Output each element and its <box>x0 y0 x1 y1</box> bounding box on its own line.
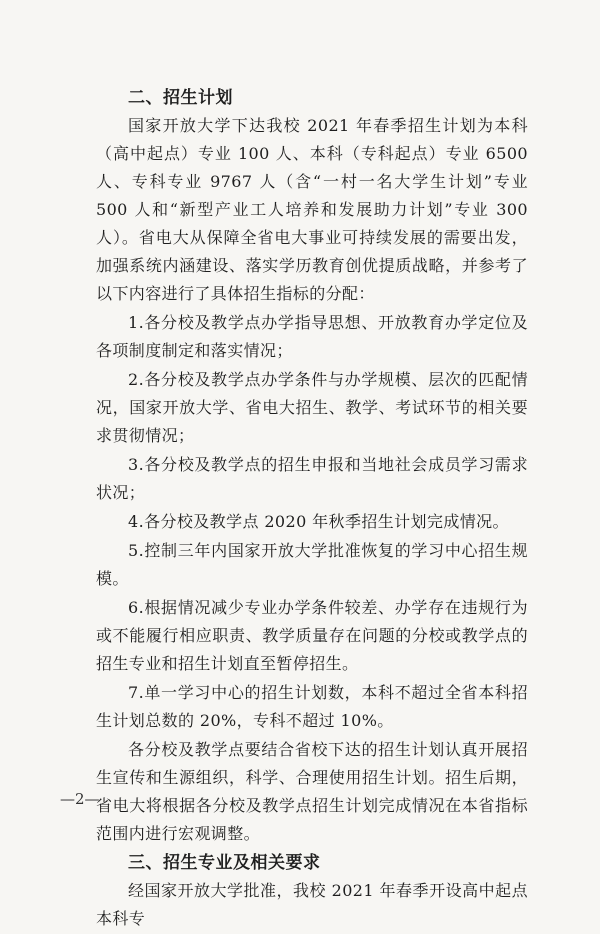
criterion-5: 5.控制三年内国家开放大学批准恢复的学习中心招生规模。 <box>96 541 528 588</box>
section-two-heading <box>96 84 528 112</box>
page-number: —2— <box>60 790 100 808</box>
criterion-4: 4.各分校及教学点 2020 年秋季招生计划完成情况。 <box>128 512 509 531</box>
document-body <box>96 84 528 934</box>
criterion-7: 7.单一学习中心的招生计划数，本科不超过全省本科招生计划总数的 20%，专科不超过 10%。 <box>96 683 528 730</box>
criterion-6: 6.根据情况减少专业办学条件较差、办学存在违规行为或不能履行相应职责、教学质量存在问题的分校或教学点的招生专业和招生计划直至暂停招生。 <box>96 598 528 673</box>
section-three-heading-text: 三、招生专业及相关要求 <box>128 853 321 873</box>
criterion-3: 3.各分校及教学点的招生申报和当地社会成员学习需求状况； <box>96 455 528 502</box>
section-two-heading-text: 二、招生计划 <box>128 88 233 108</box>
section-three-intro: 经国家开放大学批准，我校 2021 年春季开设高中起点本科专 <box>96 881 528 928</box>
criterion-2: 2.各分校及教学点办学条件与办学规模、层次的匹配情况，国家开放大学、省电大招生、教学、考试环节的相关要求贯彻情况； <box>96 370 528 445</box>
section-three-heading <box>96 849 528 877</box>
criterion-1: 1.各分校及教学点办学指导思想、开放教育办学定位及各项制度制定和落实情况； <box>96 313 528 360</box>
section-two-closing: 各分校及教学点要结合省校下达的招生计划认真开展招生宣传和生源组织，科学、合理使用招生计划。招生后期，省电大将根据各分校及教学点招生计划完成情况在本省指标范围内进行宏观调整。 <box>96 740 528 843</box>
section-two-intro: 国家开放大学下达我校 2021 年春季招生计划为本科（高中起点）专业 100 人、本科（专科起点）专业 6500 人、专科专业 9767 人（含“一村一名大学生计划”专业 500 人和“新型产业工人培养和发展助力计划”专业 300 人）。省电大从保障全省电大事业可持续发展的需要出发，加强系统内涵建设、落实学历教育创优提质战略，并参考了以下内容进行了具体招生指标的分配： <box>96 116 528 303</box>
